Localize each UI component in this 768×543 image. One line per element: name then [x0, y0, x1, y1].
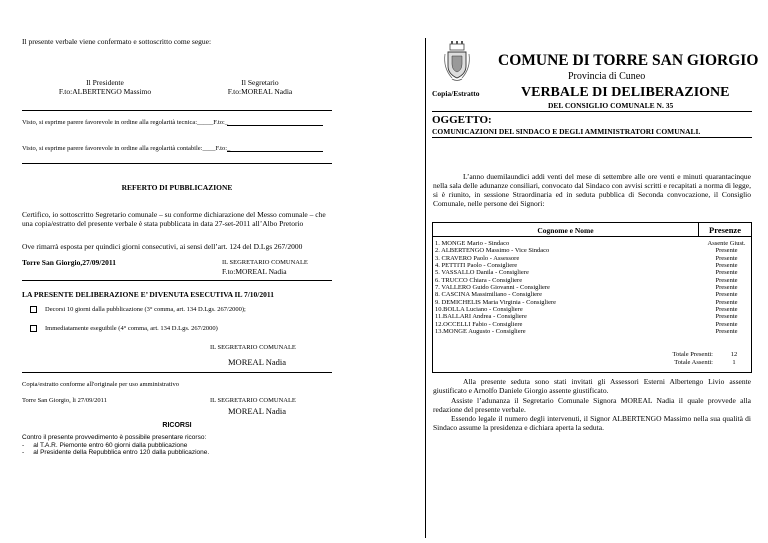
segretario-comunale-name: F.to:MOREAL Nadia: [222, 267, 287, 276]
option-decorsi-label: Decorsi 10 giorni dalla pubblicazione (3° comma, art. 134 D.Lgs. 267/2000);: [45, 306, 246, 313]
comune-title: COMUNE DI TORRE SAN GIORGIO: [498, 52, 759, 69]
member-name: 6. TRUCCO Chiara - Consigliere: [435, 276, 523, 284]
intro-text: Il presente verbale viene confermato e sottoscritto come segue:: [22, 37, 212, 46]
ricorsi-item: - al T.A.R. Piemonte entro 60 giorni dalla pubblicazione: [22, 441, 188, 449]
totale-assenti-value: 1: [732, 359, 736, 366]
table-row: [433, 306, 751, 313]
member-name: 1. MONGE Mario - Sindaco: [435, 240, 510, 247]
coat-of-arms-icon: [442, 40, 472, 84]
member-name: 8. CASCINA Massimiliano - Consigliere: [435, 291, 543, 299]
member-name: 9. DEMICHELIS Maria Virginia - Consigliere: [435, 298, 557, 306]
ricorsi-title: RICORSI: [162, 422, 192, 429]
table-row: [433, 277, 751, 284]
divider: [22, 110, 332, 111]
members-body: [433, 240, 751, 335]
segretario-comunale-label-3: IL SEGRETARIO COMUNALE: [210, 397, 296, 404]
member-status: Presente: [715, 291, 738, 299]
presidente-name: F.to:ALBERTENGO Massimo: [58, 87, 152, 96]
table-row: [433, 262, 751, 269]
presidente-title: Il Presidente: [86, 78, 124, 87]
member-name: 3. CRAVERO Paolo - Assessore: [435, 254, 520, 262]
member-name: 11.BALLARI Andrea - Consigliere: [435, 313, 527, 321]
member-status: Presente: [715, 298, 738, 306]
member-status: Presente: [715, 306, 738, 314]
divider: [22, 280, 332, 281]
para-presidenza: Essendo legale il numero degli intervenuti, il Signor ALBERTENGO Massimo nella sua qualità di Sindaco assume la presidenza e dichiara aperta la seduta.: [433, 414, 751, 433]
signature-line: [227, 125, 323, 126]
table-row: [433, 299, 751, 306]
divider: [22, 372, 332, 373]
member-name: 12.OCCELLI Fabio - Consigliere: [435, 320, 523, 328]
segretario-title: Il Segretario: [241, 78, 279, 87]
table-row: [433, 321, 751, 328]
member-status: Presente: [715, 269, 738, 277]
table-row: [433, 284, 751, 291]
ove-rimarra-text: Ove rimarrà esposta per quindici giorni consecutivi, ai sensi dell’art. 124 del D.Lgs 267/2000: [22, 242, 303, 251]
table-row: [433, 240, 751, 247]
member-status: Presente: [715, 320, 738, 328]
table-row: [433, 255, 751, 262]
member-status: Presente: [715, 254, 738, 262]
members-list: [433, 240, 751, 335]
luogo-data-2: Torre San Giorgio, li 27/09/2011: [22, 397, 107, 404]
ricorsi-item: - al Presidente della Repubblica entro 120 dalla pubblicazione.: [22, 449, 210, 456]
copia-estratto-label: Copia/Estratto: [432, 89, 480, 98]
col-presenze-header: Presenze: [709, 225, 741, 235]
page-divider: [425, 38, 426, 538]
members-table: [432, 222, 752, 373]
parere-contabile: Visto, si esprime parere favorevole in ordine alla regolarità contabile:____F.to:_: [22, 145, 231, 152]
totale-presenti-label: Totale Presenti:: [672, 351, 713, 358]
ricorsi-item-text: al Presidente della Repubblica entro 120 dalla pubblicazione.: [33, 449, 210, 456]
segretario-name-3: MOREAL Nadia: [228, 406, 286, 416]
table-row: [433, 247, 751, 254]
esecutiva-title: LA PRESENTE DELIBERAZIONE E’ DIVENUTA ESECUTIVA IL 7/10/2011: [22, 290, 274, 299]
certifico-text: Certifico, io sottoscritto Segretario comunale – su conforme dichiarazione del Messo comunale – che una copia/estratto del presente verbale è stata pubblicata in data 27-set-2011 all’Albo Pretorio: [22, 210, 326, 228]
segretario-name: F.to:MOREAL Nadia: [227, 87, 293, 96]
signature-line: [227, 151, 323, 152]
option-immediata-label: Immediatamente eseguibile (4° comma, art. 134 D.Lgs. 267/2000): [45, 325, 218, 332]
closing-paragraphs: [433, 377, 751, 433]
body-text: L’anno duemilaundici addi venti del mese di settembre alle ore venti e minuti quarantacinque nella sala delle adunanze consiliari, convocato dal Sindaco con avvisi scritti e recapitati a norma di legge, si è riunito, in sessione Straordinaria ed in seduta pubblica di Seconda convocazione, il Consiglio Comunale, nelle persone dei Signori:: [433, 172, 751, 209]
ricorsi-intro: Contro il presente provvedimento è possibile presentare ricorso:: [22, 434, 207, 441]
member-name: 7. VALLERO Guido Giovanni - Consigliere: [435, 284, 550, 292]
para-invitati: Alla presente seduta sono stati invitati gli Assessori Esterni Albertengo Livio assente giustificato e Arnolfo Daniele Giorgio assente giustificato.: [433, 377, 751, 396]
divider: [432, 111, 752, 112]
totale-assenti-label: Totale Assenti:: [674, 359, 713, 366]
verbale-title: VERBALE DI DELIBERAZIONE: [521, 85, 730, 100]
col-cognome-header: Cognome e Nome: [537, 226, 594, 235]
member-name: 13.MONGE Augusto - Consigliere: [435, 328, 526, 336]
ricorsi-block: [22, 434, 209, 457]
divider: [432, 137, 752, 138]
oggetto-label: OGGETTO:: [432, 114, 492, 126]
member-name: 5. VASSALLO Danila - Consigliere: [435, 269, 529, 277]
option-immediata: [30, 325, 218, 332]
table-row: [433, 291, 751, 298]
para-segretario: Assiste l’adunanza il Segretario Comunale Signora MOREAL Nadia il quale provvede alla redazione del presente verbale.: [433, 395, 751, 414]
option-decorsi: [30, 306, 246, 313]
member-status: Assente Giust.: [707, 240, 746, 247]
member-status: Presente: [715, 313, 738, 321]
consiglio-label: DEL CONSIGLIO COMUNALE N. 35: [548, 101, 674, 110]
member-name: 4. PETTITI Paolo - Consigliere: [435, 262, 518, 270]
table-row: [433, 313, 751, 320]
copia-conforme-text: Copia/estratto conforme all'originale per uso amministrativo: [22, 381, 179, 388]
table-row: [433, 328, 751, 335]
member-status: Presente: [715, 284, 738, 292]
totale-presenti-value: 12: [730, 351, 738, 358]
oggetto-text: COMUNICAZIONI DEL SINDACO E DEGLI AMMINISTRATORI COMUNALI.: [432, 127, 701, 136]
segretario-comunale-label: IL SEGRETARIO COMUNALE: [222, 259, 308, 266]
provincia-label: Provincia di Cuneo: [568, 71, 646, 82]
checkbox-icon: [30, 325, 37, 332]
member-name: 2. ALBERTENGO Massimo - Vice Sindaco: [435, 247, 550, 255]
member-status: Presente: [715, 276, 738, 284]
luogo-data: Torre San Giorgio,27/09/2011: [22, 258, 116, 267]
ricorsi-item-text: al T.A.R. Piemonte entro 60 giorni dalla pubblicazione: [33, 441, 188, 449]
member-status: Presente: [715, 247, 738, 255]
table-row: [433, 269, 751, 276]
member-status: Presente: [715, 328, 738, 336]
header-divider: [433, 236, 751, 237]
segretario-comunale-label-2: IL SEGRETARIO COMUNALE: [210, 344, 296, 351]
segretario-name-2: MOREAL Nadia: [228, 357, 286, 367]
divider: [22, 163, 332, 164]
parere-tecnica: Visto, si esprime parere favorevole in ordine alla regolarità tecnica:_____F.to:_: [22, 119, 229, 126]
member-status: Presente: [715, 262, 738, 270]
referto-title: REFERTO DI PUBBLICAZIONE: [121, 183, 233, 192]
checkbox-icon: [30, 306, 37, 313]
member-name: 10.BOLLA Luciano - Consigliere: [435, 306, 523, 314]
